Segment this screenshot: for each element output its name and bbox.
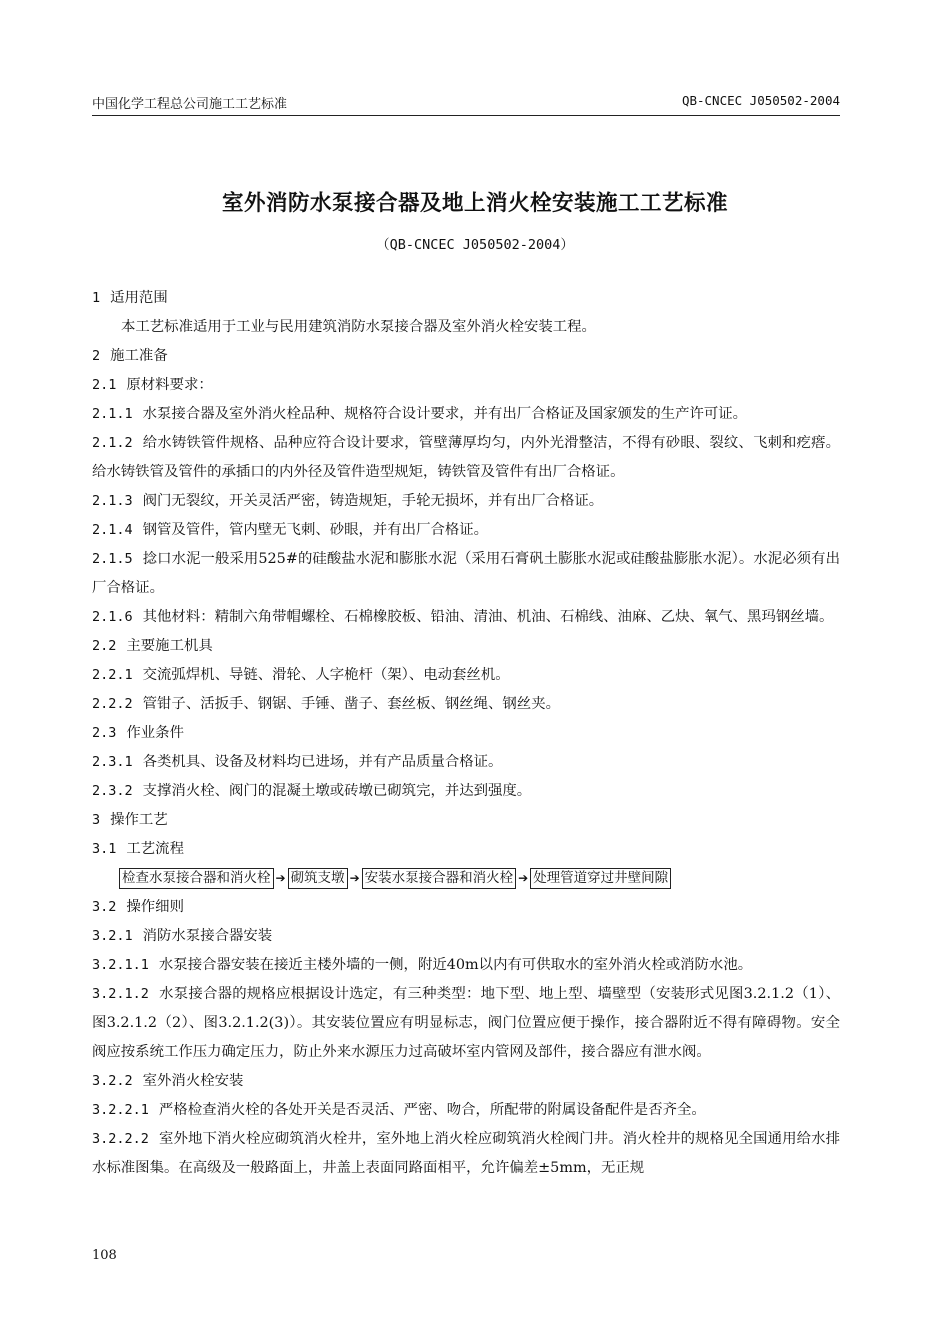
paragraph: 3.2.2.2 室外地下消火栓应砌筑消火栓井，室外地上消火栓应砌筑消火栓阀门井。消火栓井的规格见全国通用给水排水标准图集。在高级及一般路面上，井盖上表面同路面相平，允许偏差±5mm，无正规 [92, 1131, 840, 1176]
paragraph: 2.3.2 支撑消火栓、阀门的混凝土墩或砖墩已砌筑完，并达到强度。 [92, 783, 532, 799]
paragraph: 2.2.2 管钳子、活扳手、钢锯、手锤、凿子、套丝板、钢丝绳、钢丝夹。 [92, 696, 560, 712]
flow-step-1: 检查水泵接合器和消火栓 [119, 868, 274, 889]
arrow-right-icon: ➔ [349, 871, 360, 885]
section-heading: 1 适用范围 [92, 290, 168, 306]
paragraph: 3.2.2.1 严格检查消火栓的各处开关是否灵活、严密、吻合，所配带的附属设备配件是否齐全。 [92, 1102, 706, 1118]
header-code: QB-CNCEC J050502-2004 [681, 93, 840, 108]
section-heading: 3 操作工艺 [92, 812, 168, 828]
paragraph: 2.1.3 阀门无裂纹，开关灵活严密，铸造规矩，手轮无损坏，并有出厂合格证。 [92, 493, 604, 509]
subsection-heading: 2.1 原材料要求： [92, 377, 213, 393]
paragraph: 2.3.1 各类机具、设备及材料均已进场，并有产品质量合格证。 [92, 754, 503, 770]
paragraph: 3.2.1.1 水泵接合器安装在接近主楼外墙的一侧，附近40m以内有可供取水的室外消火栓或消防水池。 [92, 957, 753, 973]
page-number: 108 [92, 1248, 117, 1263]
subsection-heading: 2.2 主要施工机具 [92, 638, 213, 654]
subsection-heading: 2.3 作业条件 [92, 725, 184, 741]
section-heading: 2 施工准备 [92, 348, 168, 364]
paragraph: 2.1.1 水泵接合器及室外消火栓品种、规格符合设计要求，并有出厂合格证及国家颁发的生产许可证。 [92, 406, 748, 422]
subsection-heading: 3.1 工艺流程 [92, 841, 184, 857]
document-body [92, 284, 840, 1183]
document-title: 室外消防水泵接合器及地上消火栓安装施工工艺标准 [221, 191, 728, 216]
subsubsection-heading: 3.2.1 消防水泵接合器安装 [92, 928, 273, 944]
flow-step-4: 处理管道穿过井壁间隙 [530, 868, 671, 889]
paragraph: 3.2.1.2 水泵接合器的规格应根据设计选定，有三种类型：地下型、地上型、墙壁型（安装形式见图3.2.1.2（1）、图3.2.1.2（2）、图3.2.1.2(3)）。其安装位置应有明显标志，阀门位置应便于操作，接合器附近不得有障碍物。安全阀应按系统工作压力确定压力，防止外来水源压力过高破坏室内管网及部件，接合器应有泄水阀。 [92, 986, 840, 1060]
flow-step-2: 砌筑支墩 [288, 868, 348, 889]
arrow-right-icon: ➔ [275, 871, 286, 885]
subsection-heading: 3.2 操作细则 [92, 899, 184, 915]
paragraph: 2.1.6 其他材料：精制六角带帽螺栓、石棉橡胶板、铅油、清油、机油、石棉线、油麻、乙炔、氧气、黑玛钢丝墙。 [92, 609, 834, 625]
header-org: 中国化学工程总公司施工工艺标准 [92, 97, 288, 112]
paragraph: 2.2.1 交流弧焊机、导链、滑轮、人字桅杆（架）、电动套丝机。 [92, 667, 510, 683]
page-header [92, 93, 840, 116]
paragraph: 本工艺标准适用于工业与民用建筑消防水泵接合器及室外消火栓安装工程。 [121, 319, 596, 335]
process-flow [92, 864, 840, 893]
document-code: （QB-CNCEC J050502-2004） [376, 237, 574, 253]
subsubsection-heading: 3.2.2 室外消火栓安装 [92, 1073, 244, 1089]
arrow-right-icon: ➔ [518, 871, 529, 885]
paragraph: 2.1.2 给水铸铁管件规格、品种应符合设计要求，管壁薄厚均匀，内外光滑整洁，不得有砂眼、裂纹、飞刺和疙瘩。给水铸铁管及管件的承插口的内外径及管件造型规矩，铸铁管及管件有出厂合格证。 [92, 435, 840, 480]
paragraph: 2.1.5 捻口水泥一般采用525#的硅酸盐水泥和膨胀水泥（采用石膏矾土膨胀水泥或硅酸盐膨胀水泥）。水泥必须有出厂合格证。 [92, 551, 840, 596]
paragraph: 2.1.4 钢管及管件，管内壁无飞刺、砂眼，并有出厂合格证。 [92, 522, 489, 538]
flow-step-3: 安装水泵接合器和消火栓 [362, 868, 517, 889]
